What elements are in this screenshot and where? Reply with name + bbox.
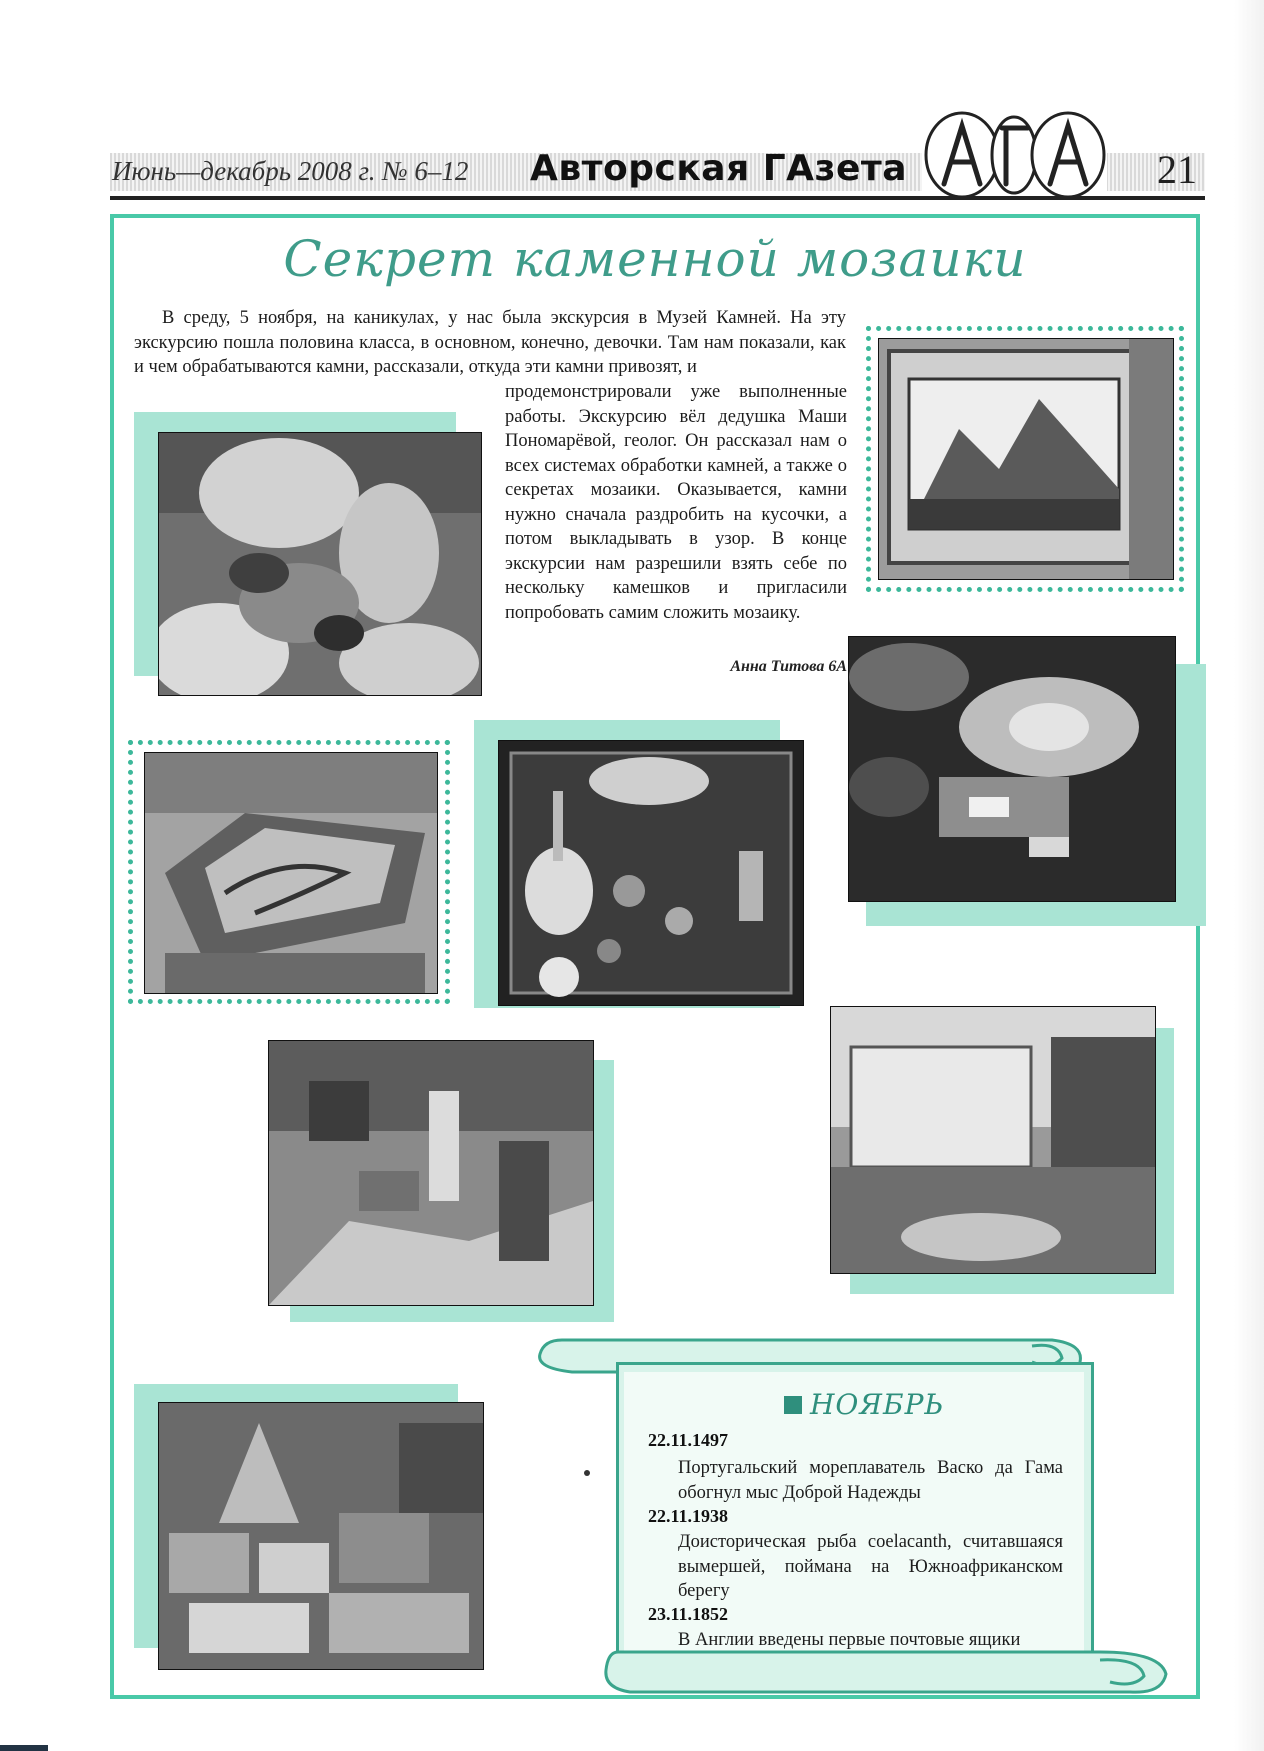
photo-workshop xyxy=(268,1040,594,1306)
issue-date: Июнь—декабрь 2008 г. № 6–12 xyxy=(112,156,469,186)
calendar-entry: Португальский мореплаватель Васко да Гама обогнул мыс Доброй Надежды xyxy=(678,1458,1063,1503)
calendar-date: 22.11.1938 xyxy=(648,1506,729,1526)
calendar-heading: НОЯБРЬ xyxy=(810,1388,945,1421)
article-title: Секрет каменной мозаики xyxy=(283,230,1027,288)
photo-stone-pile xyxy=(158,1402,484,1670)
photo-room-interior xyxy=(830,1006,1156,1274)
newspaper-name: Авторская ГАзета xyxy=(530,148,908,189)
article-author: Анна Титова 6А xyxy=(730,658,847,675)
ink-dot xyxy=(584,1470,590,1476)
bullet-square-icon xyxy=(784,1396,802,1414)
aga-logo-icon xyxy=(922,108,1107,200)
masthead xyxy=(110,108,1205,203)
photo-display-mandolin xyxy=(498,740,804,1006)
article-paragraph-column: продемонстрировали уже выполненные работы. Экскурсию вёл дедушка Маши Пономарёвой, геолог. Он рассказал нам о всех системах обработки камней, а также о секретах мозаики. Оказывается, камни нужно сначала раздробить на кусочки, а потом выкладывать в узор. В конце экскурсии нам разрешили взять себе по нескольку камешков и пригласили попробовать самим сложить мозаику. xyxy=(505,382,847,623)
photo-mosaic-box xyxy=(144,752,438,994)
calendar-entry: В Англии введены первые почтовые ящики xyxy=(678,1630,1021,1650)
page-edge xyxy=(1234,0,1264,1751)
photo-mountain-painting xyxy=(878,338,1174,580)
calendar-date: 23.11.1852 xyxy=(648,1604,729,1624)
photo-stone-artworks xyxy=(848,636,1176,902)
calendar-date: 22.11.1497 xyxy=(648,1430,729,1450)
corner-mark xyxy=(0,1745,48,1751)
page-number: 21 xyxy=(1157,147,1197,192)
article-paragraph-top: В среду, 5 ноября, на каникулах, у нас была экскурсия в Музей Камней. На эту экскурсию пошла половина класса, в основном, конечно, девочки. Там нам показали, как и чем обрабатываются камни, рассказали, откуда эти камни привозят, и xyxy=(134,308,846,377)
photo-hands-stones xyxy=(158,432,482,696)
calendar-entry: Доисторическая рыба coelacanth, считавшаяся вымершей, поймана на Южноафриканском берегу xyxy=(678,1532,1063,1601)
